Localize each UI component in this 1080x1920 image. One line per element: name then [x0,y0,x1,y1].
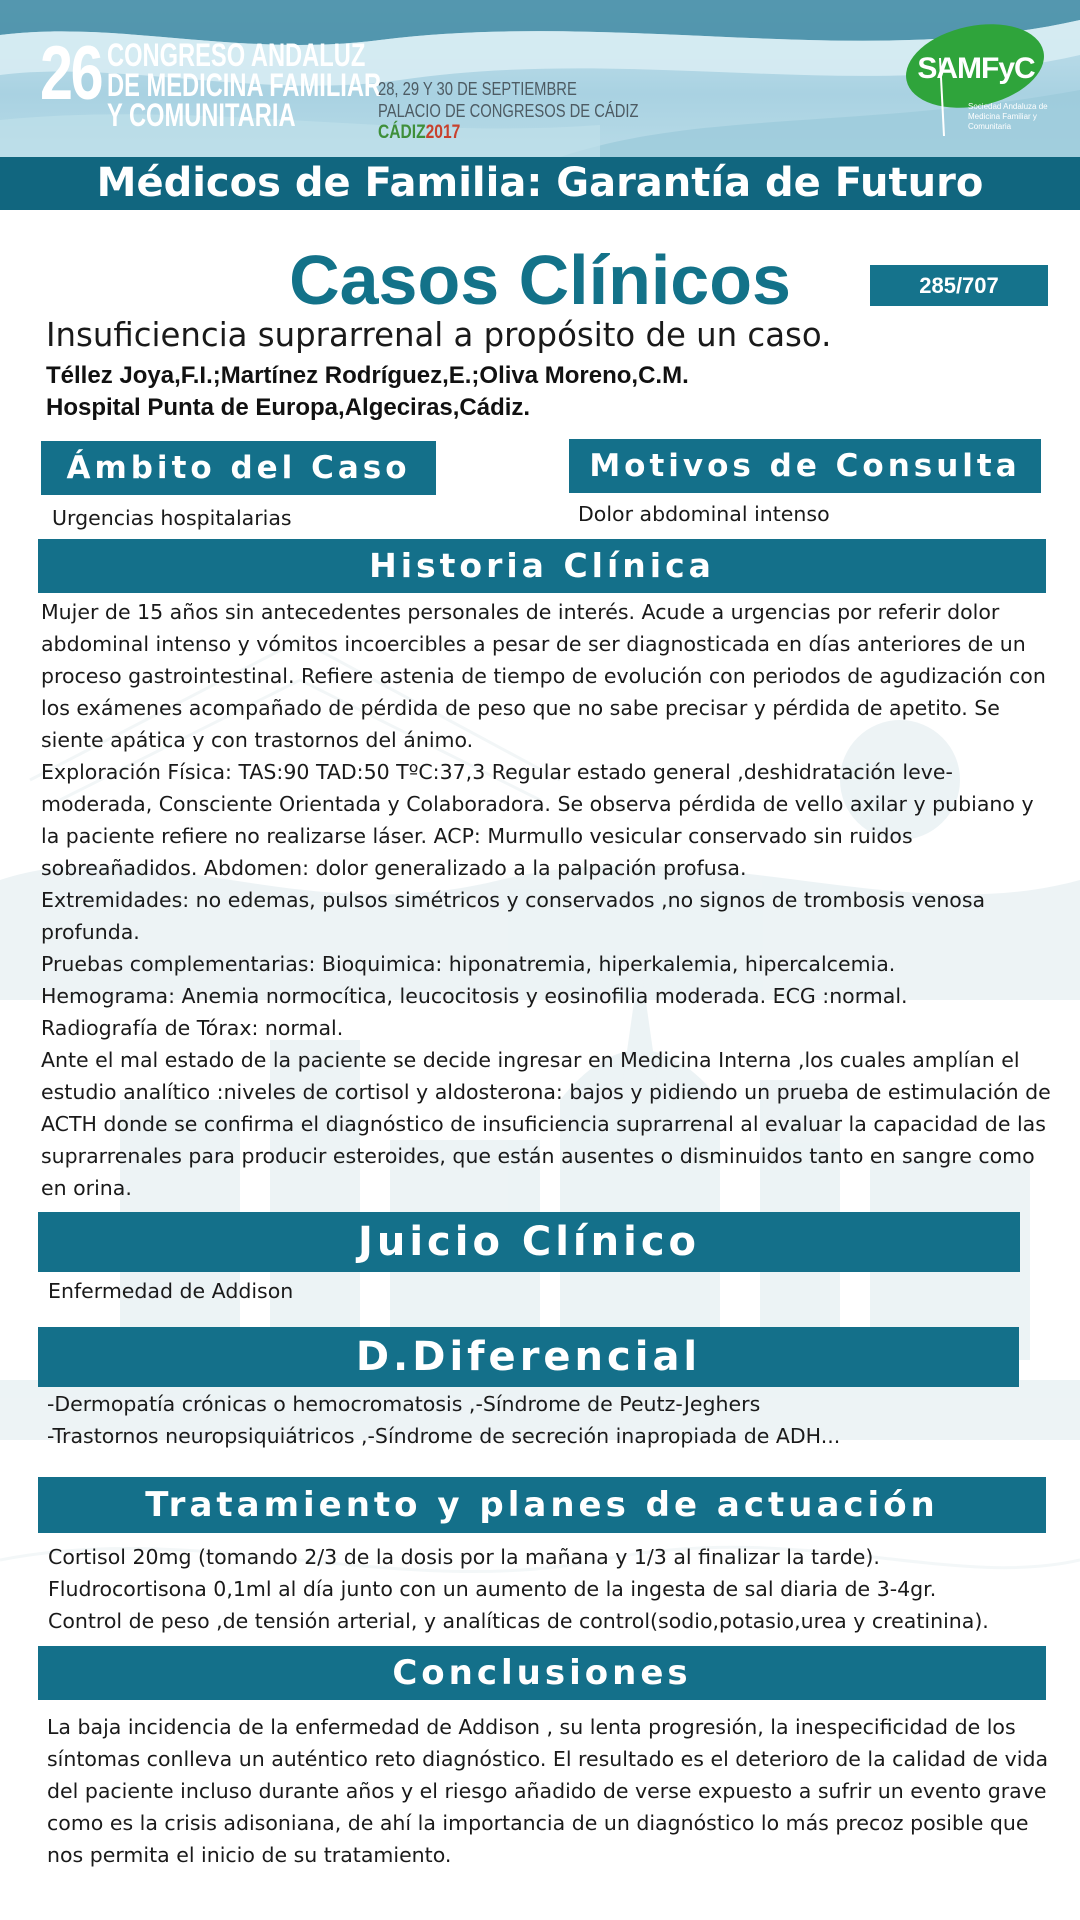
congress-info [378,78,639,144]
historia-paragraph: Hemograma: Anemia normocítica, leucocitosis y eosinofilia moderada. ECG :normal. [41,984,908,1008]
section-header-historia: Historia Clínica [38,539,1046,593]
logo-subtitle: Sociedad Andaluza de Medicina Familiar y Comunitaria [968,102,1048,131]
tratamiento-line: Control de peso ,de tensión arterial, y analíticas de control(sodio,potasio,urea y creatinina). [48,1609,989,1633]
congress-header [0,0,1080,157]
section-header-tratamiento: Tratamiento y planes de actuación [38,1477,1046,1533]
historia-text [41,596,1051,1204]
section-header-juicio: Juicio Clínico [38,1212,1020,1272]
historia-paragraph: Mujer de 15 años sin antecedentes personales de interés. Acude a urgencias por referir dolor abdominal intenso y vómitos incoercibles a pesar de ser diagnosticada en días anteriores de un proceso gastrointestinal. Refiere astenia de tiempo de evolución con periodos de agudización con los exámenes acompañado de pérdida de peso que no sabe precisar y pérdida de apetito. Se siente apática y con trastornos del ánimo. [41,600,1046,752]
section-header-ambito: Ámbito del Caso [41,441,436,495]
diferencial-text [47,1388,1047,1452]
hospital: Hospital Punta de Europa,Algeciras,Cádiz. [46,394,531,421]
congress-dates: 28, 29 Y 30 DE SEPTIEMBRE [378,79,577,99]
congress-name [107,37,382,133]
conclusiones-text: La baja incidencia de la enfermedad de Addison , su lenta progresión, la inespecificidad de los síntomas conlleva un auténtico reto diagnóstico. El resultado es el deterioro de la calidad de vida del paciente incluso durante años y el riesgo añadido de verse expuesto a sufrir un evento grave como es la crisis adisoniana, de ahí la importancia de un diagnóstico lo más precoz posible que nos permita el inicio de su tratamiento. [47,1715,1049,1867]
section-header-conclusiones: Conclusiones [38,1646,1046,1700]
authors: Téllez Joya,F.I.;Martínez Rodríguez,E.;Oliva Moreno,C.M. [46,362,689,389]
historia-paragraph: Extremidades: no edemas, pulsos simétricos y conservados ,no signos de trombosis venosa profunda. [41,888,986,944]
slogan-banner: Médicos de Familia: Garantía de Futuro [0,157,1080,210]
motivos-text: Dolor abdominal intenso [578,502,830,526]
congress-line: Y COMUNITARIA [107,97,296,133]
congress-city [378,122,639,144]
congress-line: CONGRESO ANDALUZ [107,37,366,73]
congress-line: DE MEDICINA FAMILIAR [107,67,382,103]
section-header-motivos: Motivos de Consulta [569,439,1041,493]
logo-text: SAMFyC [917,52,1035,85]
category-title: Casos Clínicos [289,241,791,319]
congress-year: 2017 [425,122,461,143]
diferencial-line: -Dermopatía crónicas o hemocromatosis ,-Síndrome de Peutz-Jeghers [47,1392,761,1416]
ambito-text: Urgencias hospitalarias [52,506,292,530]
tratamiento-line: Fludrocortisona 0,1ml al día junto con un aumento de la ingesta de sal diaria de 3-4gr. [48,1577,937,1601]
congress-number: 26 [40,31,102,116]
congress-venue: PALACIO DE CONGRESOS DE CÁDIZ [378,101,639,121]
city-name: CÁDIZ [378,122,426,143]
case-title: Insuficiencia suprarrenal a propósito de un caso. [46,315,832,354]
historia-paragraph: Ante el mal estado de la paciente se decide ingresar en Medicina Interna ,los cuales amplían el estudio analítico :niveles de cortisol y aldosterona: bajos y pidiendo un prueba de estimulación de ACTH donde se confirma el diagnóstico de insuficiencia suprarrenal al evaluar la capacidad de las suprarrenales para producir esteroides, que están ausentes o disminuidos tanto en sangre como en orina. [41,1048,1051,1200]
samfyc-logo [900,18,1050,138]
historia-paragraph: Radiografía de Tórax: normal. [41,1016,344,1040]
historia-paragraph: Pruebas complementarias: Bioquimica: hiponatremia, hiperkalemia, hipercalcemia. [41,952,896,976]
juicio-text: Enfermedad de Addison [48,1279,294,1303]
diferencial-line: -Trastornos neuropsiquiátricos ,-Síndrome de secreción inapropiada de ADH... [47,1424,841,1448]
historia-paragraph: Exploración Física: TAS:90 TAD:50 TºC:37,3 Regular estado general ,deshidratación leve-moderada, Consciente Orientada y Colaboradora. Se observa pérdida de vello axilar y pubiano y la paciente refiere no realizarse láser. ACP: Murmullo vesicular conservado sin ruidos sobreañadidos. Abdomen: dolor generalizado a la palpación profusa. [41,760,1034,880]
reference-badge: 285/707 [870,265,1048,306]
section-header-diferencial: D.Diferencial [38,1327,1019,1387]
tratamiento-line: Cortisol 20mg (tomando 2/3 de la dosis por la mañana y 1/3 al finalizar la tarde). [48,1545,880,1569]
tratamiento-text [48,1541,1058,1637]
